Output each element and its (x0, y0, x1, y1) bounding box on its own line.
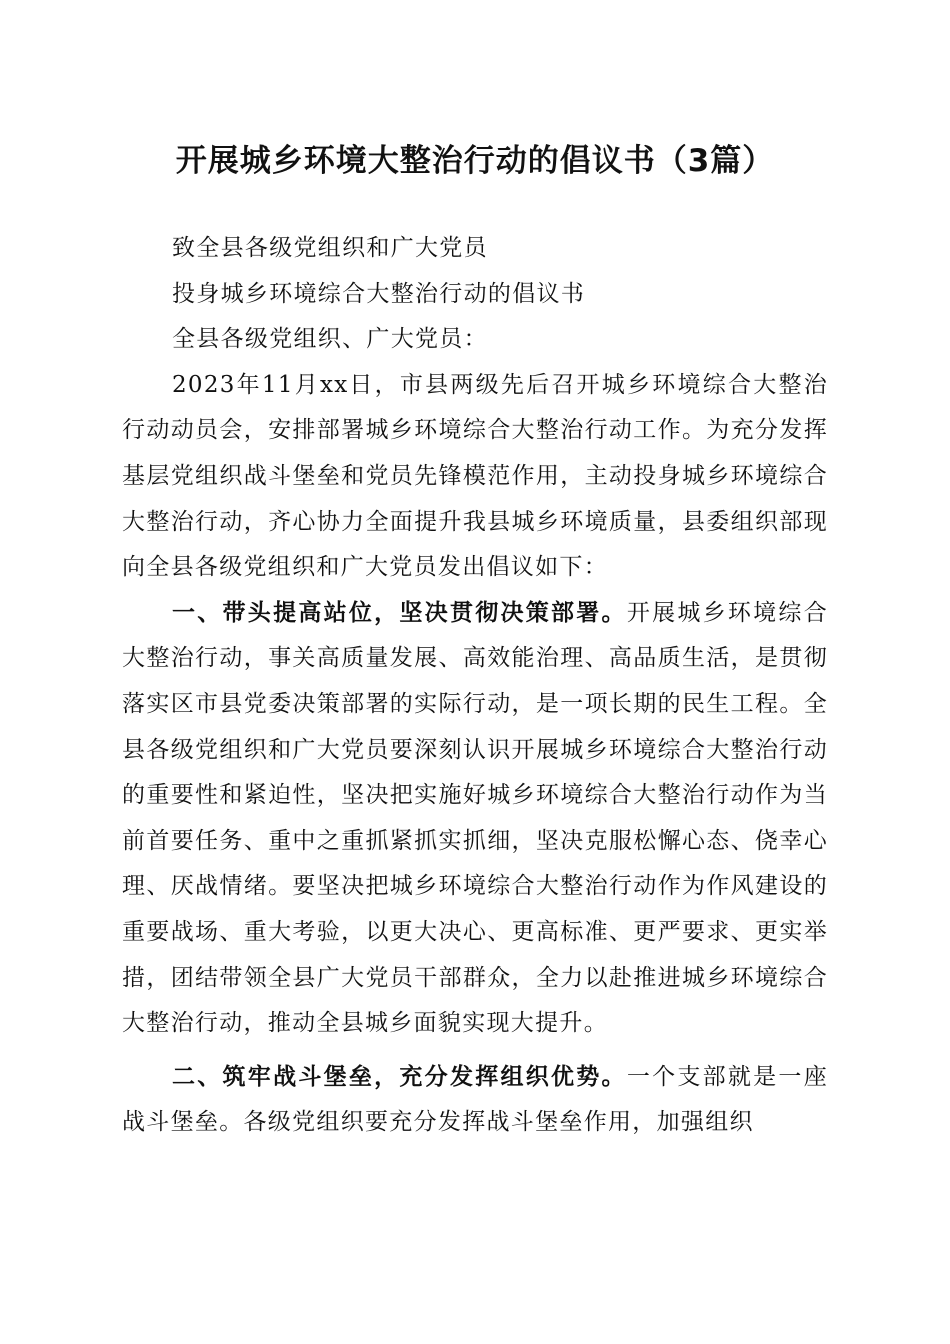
section-2-body: 一个支部就是一座战斗堡垒。各级党组织要充分发挥战斗堡垒作用，加强组织 (122, 1063, 829, 1136)
paragraph-section-2 (122, 1055, 828, 1146)
section-1-body: 开展城乡环境综合大整治行动，事关高质量发展、高效能治理、高品质生活，是贯彻落实区市县党委决策部署的实际行动，是一项长期的民生工程。全县各级党组织和广大党员要深刻认识开展城乡环境综合大整治行动的重要性和紧迫性，坚决把实施好城乡环境综合大整治行动作为当前首要任务、重中之重抓紧抓实抓细，坚决克服松懈心态、侥幸心理、厌战情绪。要坚决把城乡环境综合大整治行动作为作风建设的重要战场、重大考验，以更大决心、更高标准、更严要求、更实举措，团结带领全县广大党员干部群众，全力以赴推进城乡环境综合大整治行动，推动全县城乡面貌实现大提升。 (122, 599, 829, 1037)
salutation-line: 全县各级党组织、广大党员： (172, 326, 488, 353)
document-body (122, 226, 828, 1146)
section-1-heading: 一、带头提高站位，坚决贯彻决策部署。 (172, 599, 627, 626)
addressee-line: 致全县各级党组织和广大党员 (172, 235, 488, 261)
section-2-heading: 二、筑牢战斗堡垒，充分发挥组织优势。 (172, 1063, 627, 1090)
document-title: 开展城乡环境大整治行动的倡议书（3篇） (175, 143, 775, 179)
paragraph-intro: 2023年11月xx日，市县两级先后召开城乡环境综合大整治行动动员会，安排部署城乡环境综合大整治行动工作。为充分发挥基层党组织战斗堡垒和党员先锋模范作用，主动投身城乡环境综合大整治行动，齐心协力全面提升我县城乡环境质量，县委组织部现向全县各级党组织和广大党员发出倡议如下： (122, 371, 828, 581)
subtitle-line: 投身城乡环境综合大整治行动的倡议书 (172, 280, 586, 307)
paragraph-section-1 (122, 591, 828, 1047)
